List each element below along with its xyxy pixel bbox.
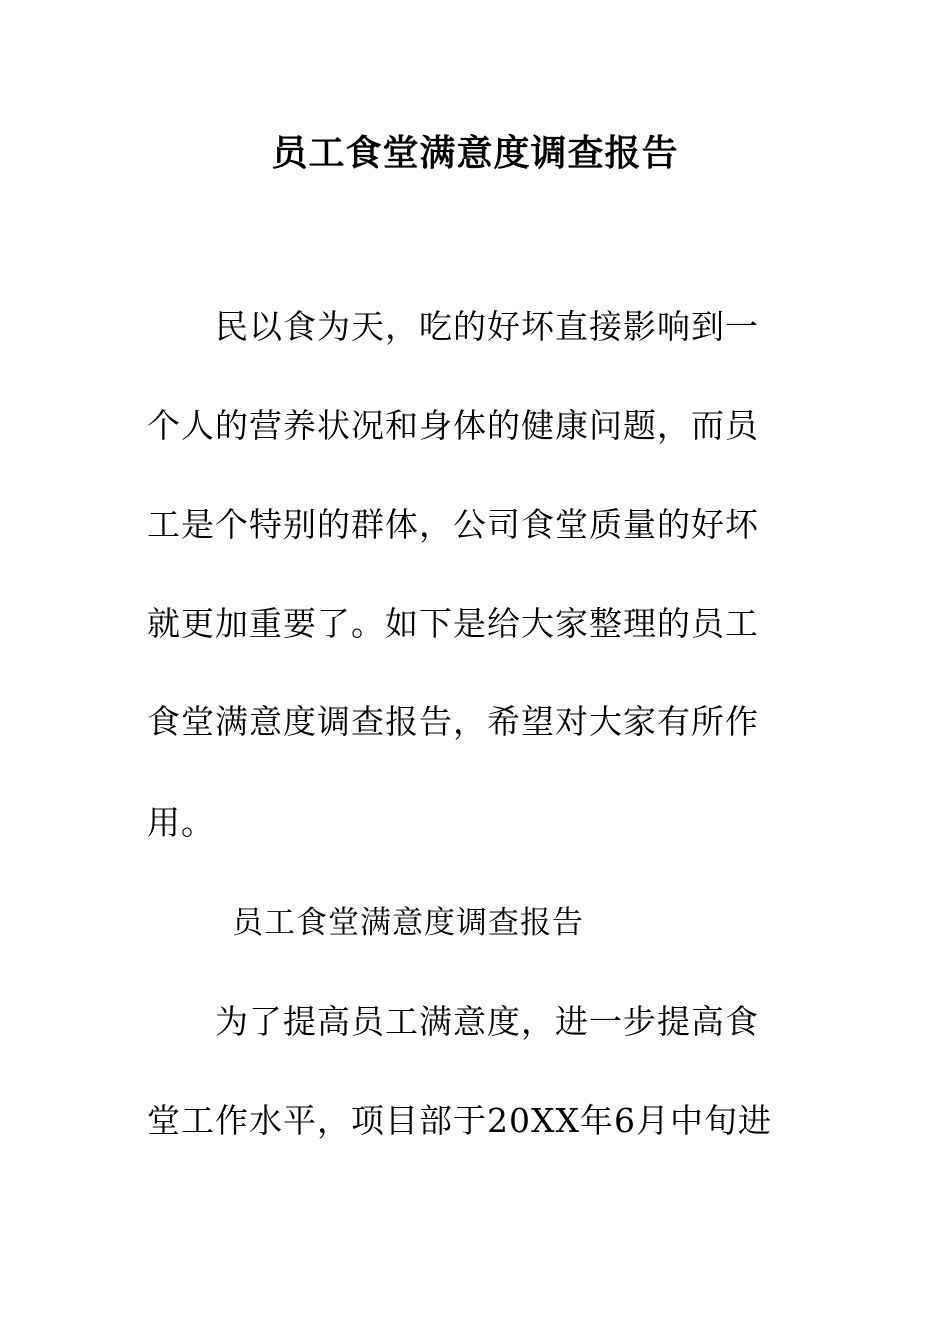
intro-line-5: 食堂满意度调查报告，希望对大家有所作 [147, 702, 759, 741]
intro-line-2: 个人的营养状况和身体的健康问题，而员 [147, 406, 759, 445]
intro-line-6: 用。 [147, 803, 215, 842]
intro-line-1: 民以食为天，吃的好坏直接影响到一 [215, 307, 759, 346]
document-title: 员工食堂满意度调查报告 [271, 132, 679, 174]
body-line-1: 为了提高员工满意度，进一步提高食 [215, 1002, 759, 1041]
intro-line-4: 就更加重要了。如下是给大家整理的员工 [147, 604, 759, 643]
body-line-2: 堂工作水平，项目部于20XX年6月中旬进 [147, 1101, 772, 1140]
section-subheading: 员工食堂满意度调查报告 [232, 905, 584, 941]
intro-line-3: 工是个特别的群体，公司食堂质量的好坏 [147, 505, 759, 544]
